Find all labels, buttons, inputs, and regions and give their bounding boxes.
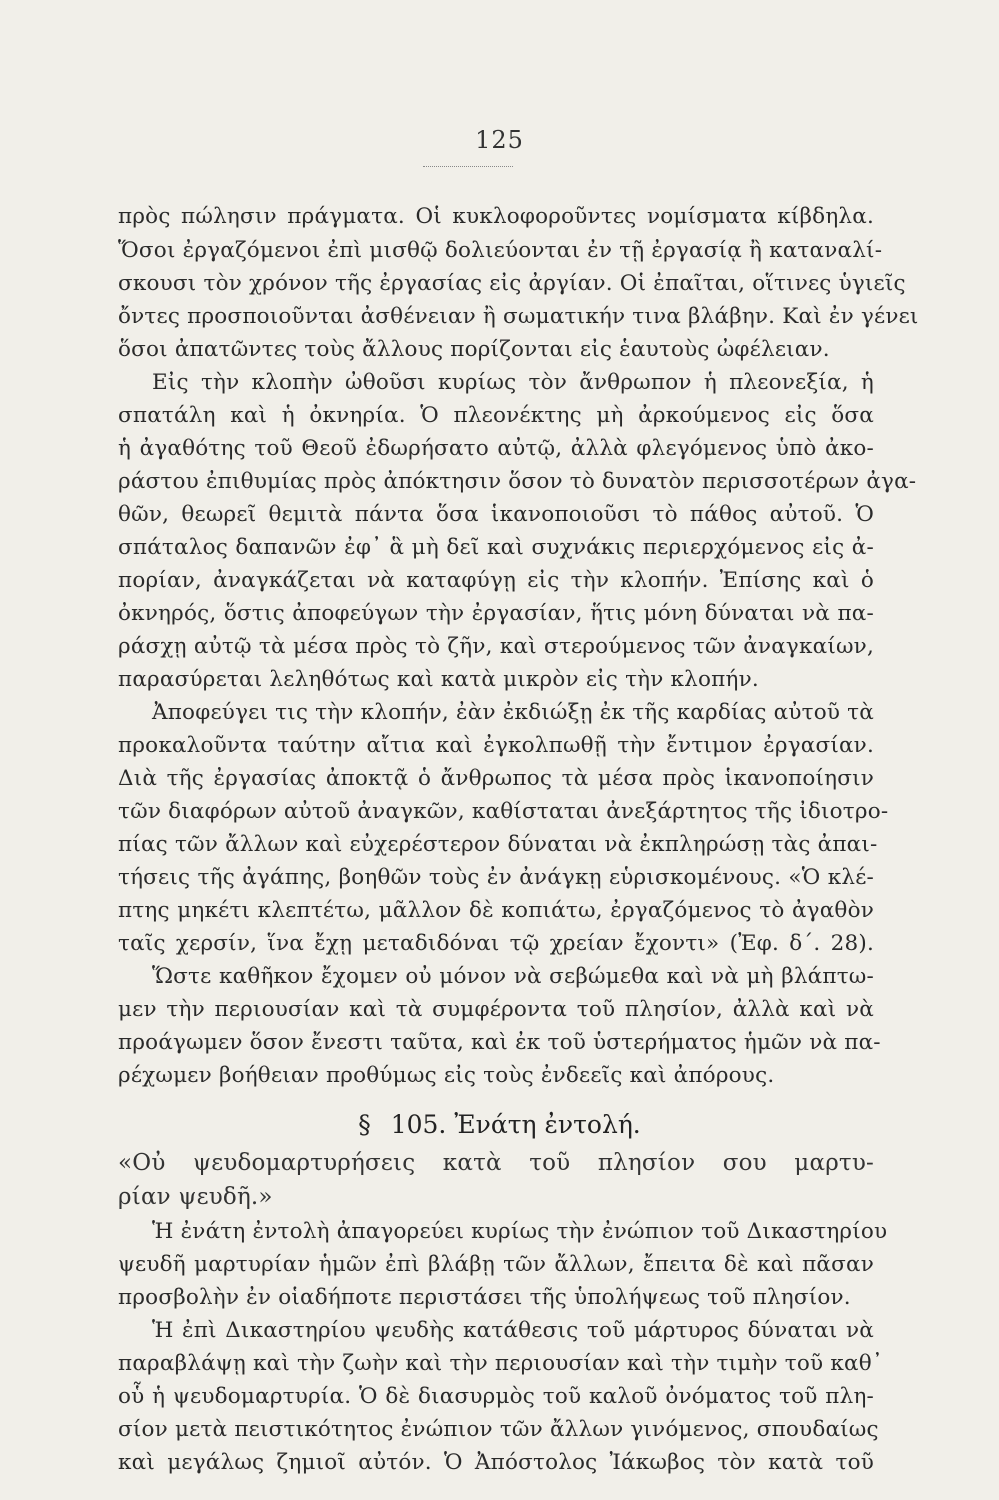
text-line: ψευδῆ μαρτυρίαν ἡμῶν ἐπὶ βλάβῃ τῶν ἄλλων, ἔπειτα δὲ καὶ πᾶσαν [118, 1252, 874, 1277]
text-line: ὅσοι ἀπατῶντες τοὺς ἄλλους πορίζονται εἰς ἑαυτοὺς ὠφέλειαν. [118, 337, 830, 362]
text-line: ράσχῃ αὐτῷ τὰ μέσα πρὸς τὸ ζῆν, καὶ στερούμενος τῶν ἀναγκαίων, [118, 634, 874, 659]
text-line: Εἰς τὴν κλοπὴν ὠθοῦσι κυρίως τὸν ἄνθρωπον ἡ πλεονεξία, ἡ [152, 370, 874, 395]
text-line: ὀκνηρός, ὅστις ἀποφεύγων τὴν ἐργασίαν, ἥτις μόνη δύναται νὰ πα- [118, 601, 874, 626]
text-line: Ὅσοι ἐργαζόμενοι ἐπὶ μισθῷ δολιεύονται ἐν τῇ ἐργασίᾳ ἢ καταναλί- [118, 238, 883, 263]
section-number: 105. [390, 1110, 447, 1139]
text-line: ὄντες προσποιοῦνται ἀσθένειαν ἢ σωματικήν τινα βλάβην. Καὶ ἐν γένει [118, 304, 919, 329]
text-line: ἡ ἀγαθότης τοῦ Θεοῦ ἐδωρήσατο αὐτῷ, ἀλλὰ φλεγόμενος ὑπὸ ἀκο- [118, 436, 874, 461]
text-line: σπατάλη καὶ ἡ ὀκνηρία. Ὁ πλεονέκτης μὴ ἀρκούμενος εἰς ὅσα [118, 403, 874, 428]
text-line: πτης μηκέτι κλεπτέτω, μᾶλλον δὲ κοπιάτω, ἐργαζόμενος τὸ ἀγαθὸν [118, 898, 874, 923]
text-line: θῶν, θεωρεῖ θεμιτὰ πάντα ὅσα ἱκανοποιοῦσι τὸ πάθος αὐτοῦ. Ὁ [118, 502, 874, 527]
text-line: οὗ ἡ ψευδομαρτυρία. Ὁ δὲ διασυρμὸς τοῦ καλοῦ ὀνόματος τοῦ πλη- [118, 1384, 874, 1409]
text-line: παρασύρεται λεληθότως καὶ κατὰ μικρὸν εἰς τὴν κλοπήν. [118, 667, 759, 692]
text-line: ταῖς χερσίν, ἵνα ἔχῃ μεταδιδόναι τῷ χρείαν ἔχοντι» (Ἐφ. δ΄. 28). [118, 931, 874, 956]
text-line: πρὸς πώλησιν πράγματα. Οἱ κυκλοφοροῦντες νομίσματα κίβδηλα. [118, 204, 874, 229]
text-line: τῶν διαφόρων αὐτοῦ ἀναγκῶν, καθίσταται ἀνεξάρτητος τῆς ἰδιοτρο- [118, 799, 889, 824]
commandment-quote: ρίαν ψευδῆ.» [118, 1184, 273, 1210]
page-number: 125 [475, 126, 524, 154]
text-line: ράστου ἐπιθυμίας πρὸς ἀπόκτησιν ὅσον τὸ δυνατὸν περισσοτέρων ἀγα- [118, 469, 917, 494]
header-rule [423, 166, 513, 167]
section-heading [0, 1110, 999, 1139]
text-line: παραβλάψῃ καὶ τὴν ζωὴν καὶ τὴν περιουσίαν καὶ τὴν τιμὴν τοῦ καθ᾽ [118, 1351, 883, 1376]
text-line: προάγωμεν ὅσον ἔνεστι ταῦτα, καὶ ἐκ τοῦ ὑστερήματος ἡμῶν νὰ πα- [118, 1030, 881, 1055]
text-line: μεν τὴν περιουσίαν καὶ τὰ συμφέροντα τοῦ πλησίον, ἀλλὰ καὶ νὰ [118, 997, 874, 1022]
text-line: Ἡ ἐπὶ Δικαστηρίου ψευδὴς κατάθεσις τοῦ μάρτυρος δύναται νὰ [152, 1318, 874, 1343]
text-line: τήσεις τῆς ἀγάπης, βοηθῶν τοὺς ἐν ἀνάγκῃ εὑρισκομένους. «Ὁ κλέ- [118, 865, 874, 890]
text-line: Διὰ τῆς ἐργασίας ἀποκτᾷ ὁ ἄνθρωπος τὰ μέσα πρὸς ἱκανοποίησιν [118, 766, 874, 791]
text-line: Ὥστε καθῆκον ἔχομεν οὐ μόνον νὰ σεβώμεθα καὶ νὰ μὴ βλάπτω- [152, 964, 874, 989]
section-symbol: § [358, 1110, 371, 1139]
text-line: καὶ μεγάλως ζημιοῖ αὐτόν. Ὁ Ἀπόστολος Ἰάκωβος τὸν κατὰ τοῦ [118, 1450, 874, 1475]
text-line: σίον μετὰ πειστικότητος ἐνώπιον τῶν ἄλλων γινόμενος, σπουδαίως [118, 1417, 879, 1442]
text-line: σπάταλος δαπανῶν ἐφ᾽ ἃ μὴ δεῖ καὶ συχνάκις περιερχόμενος εἰς ἀ- [118, 535, 874, 560]
text-line: πορίαν, ἀναγκάζεται νὰ καταφύγῃ εἰς τὴν κλοπήν. Ἐπίσης καὶ ὁ [118, 568, 874, 593]
text-line: πίας τῶν ἄλλων καὶ εὐχερέστερον δύναται νὰ ἐκπληρώσῃ τὰς ἀπαι- [118, 832, 878, 857]
text-line: προσβολὴν ἐν οἱαδήποτε περιστάσει τῆς ὑπολήψεως τοῦ πλησίον. [118, 1285, 851, 1310]
section-title: Ἐνάτη ἐντολή. [454, 1110, 641, 1139]
text-line: προκαλοῦντα ταύτην αἴτια καὶ ἐγκολπωθῇ τὴν ἔντιμον ἐργασίαν. [118, 733, 874, 758]
text-line: σκουσι τὸν χρόνον τῆς ἐργασίας εἰς ἀργίαν. Οἱ ἐπαῖται, οἵτινες ὑγιεῖς [118, 271, 906, 296]
text-line: ρέχωμεν βοήθειαν προθύμως εἰς τοὺς ἐνδεεῖς καὶ ἀπόρους. [118, 1063, 775, 1088]
text-line: Ἡ ἐνάτη ἐντολὴ ἀπαγορεύει κυρίως τὴν ἐνώπιον τοῦ Δικαστηρίου [152, 1219, 888, 1244]
commandment-quote: «Οὐ ψευδομαρτυρήσεις κατὰ τοῦ πλησίον σου μαρτυ- [118, 1150, 874, 1176]
text-line: Ἀποφεύγει τις τὴν κλοπήν, ἐὰν ἐκδιώξῃ ἐκ τῆς καρδίας αὐτοῦ τὰ [152, 700, 874, 725]
